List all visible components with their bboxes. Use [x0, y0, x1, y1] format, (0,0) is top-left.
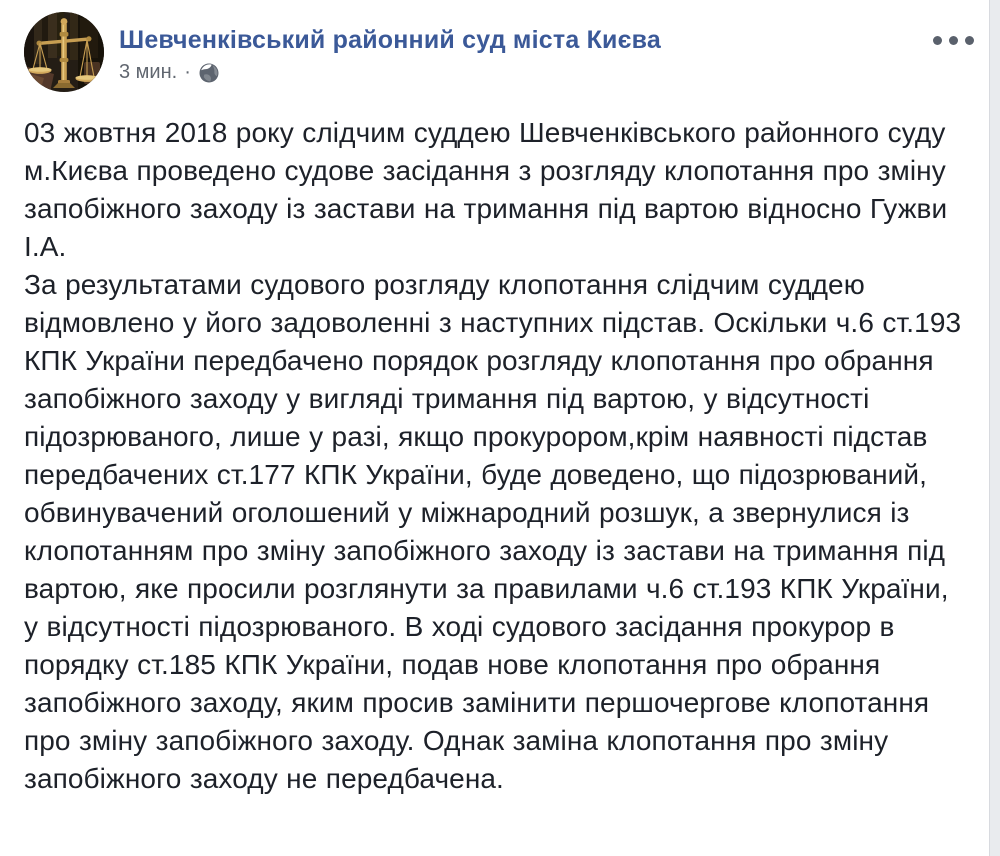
more-options-button[interactable] — [931, 32, 976, 49]
post-header — [0, 0, 989, 92]
post-meta — [119, 60, 661, 84]
post-paragraph: За результатами судового розгляду клопотання слідчим суддею відмовлено у його задоволенні з наступних підстав. Оскільки ч.6 ст.193 КПК України передбачено порядок розгляду клопотання про обрання запобіжного заходу у вигляді тримання під вартою, у відсутності підозрюваного, лише у разі, якщо прокурором,крім наявності підстав передбачених ст.177 КПК України, буде доведено, що підозрюваний, обвинувачений оголошений у міжнародний розшук, а звернулися із клопотанням про зміну запобіжного заходу із застави на тримання під вартою, яке просили розглянути за правилами ч.6 ст.193 КПК України, у відсутності підозрюваного. В ході судового засідання прокурор в порядку ст.185 КПК України, подав нове клопотання про обрання запобіжного заходу, яким просив замінити першочергове клопотання про зміну запобіжного заходу. Однак заміна клопотання про зміну запобіжного заходу не передбачена. — [24, 269, 962, 794]
post-paragraph: 03 жовтня 2018 року слідчим суддею Шевченківського районного суду м.Києва проведено судове засідання з розгляду клопотання про зміну запобіжного заходу із застави на тримання під вартою відносно Гужви І.А. — [24, 117, 948, 262]
timestamp[interactable]: 3 мин. — [119, 61, 178, 83]
meta-separator: · — [184, 61, 191, 83]
ellipsis-dot — [933, 36, 942, 45]
page-name-link[interactable]: Шевченківський районний суд міста Києва — [119, 26, 661, 54]
post-text — [0, 92, 989, 818]
header-info — [119, 12, 661, 92]
scales-of-justice-image — [24, 12, 104, 92]
page-avatar[interactable] — [24, 12, 104, 92]
ellipsis-dot — [965, 36, 974, 45]
ellipsis-dot — [949, 36, 958, 45]
globe-icon — [198, 62, 220, 84]
